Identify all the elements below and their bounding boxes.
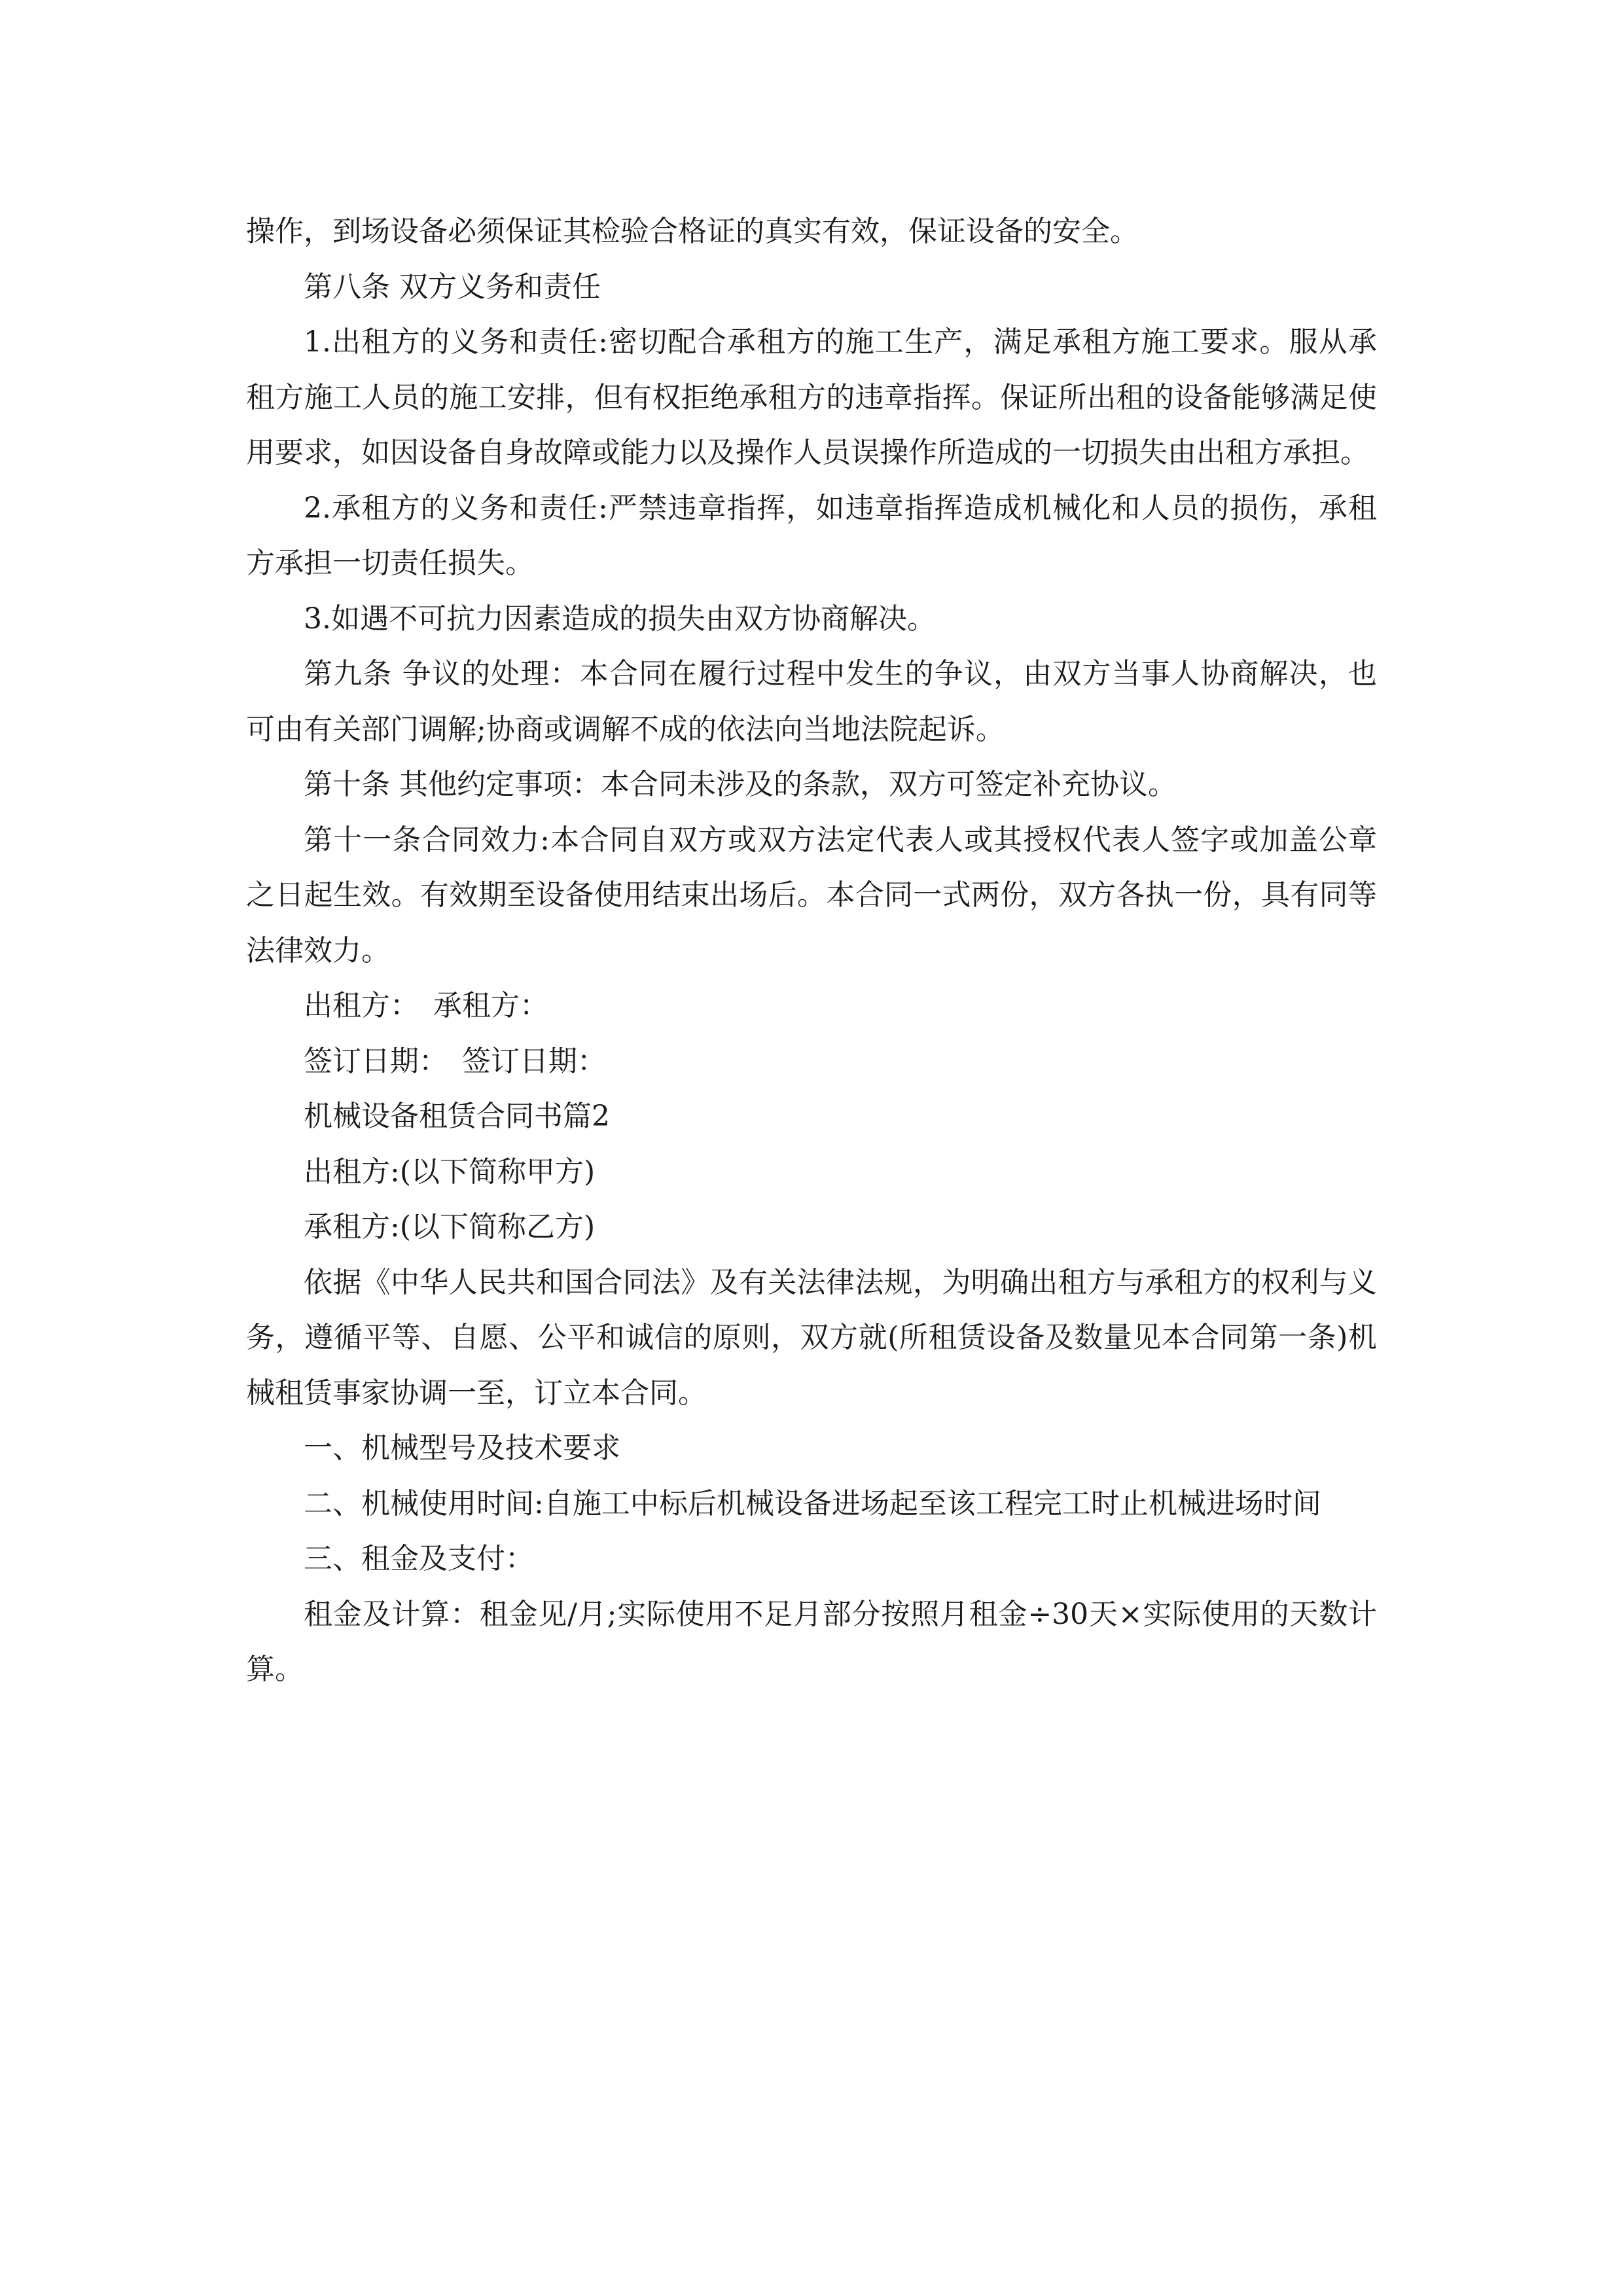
lessee-obligations: 2.承租方的义务和责任:严禁违章指挥，如违章指挥造成机械化和人员的损伤，承租方承担一切责任损失。 [246, 491, 1377, 580]
article-9-disputes: 第九条 争议的处理：本合同在履行过程中发生的争议，由双方当事人协商解决，也可由有关部门调解;协商或调解不成的依法向当地法院起诉。 [246, 657, 1377, 746]
section-2-usage-time: 二、机械使用时间:自施工中标后机械设备进场起至该工程完工时止机械进场时间 [304, 1486, 1321, 1520]
section-1-heading: 一、机械型号及技术要求 [304, 1431, 620, 1465]
force-majeure-clause: 3.如遇不可抗力因素造成的损失由双方协商解决。 [304, 601, 936, 636]
signature-dates: 签订日期： 签订日期： [304, 1044, 606, 1078]
contract-2-title: 机械设备租赁合同书篇2 [304, 1100, 610, 1133]
rent-calculation: 租金及计算：租金见/月;实际使用不足月部分按照月租金÷30天×实际使用的天数计算。 [246, 1597, 1377, 1686]
article-11-validity: 第十一条合同效力:本合同自双方或双方法定代表人或其授权代表人签字或加盖公章之日起生效。有效期至设备使用结束出场后。本合同一式两份，双方各执一份，具有同等法律效力。 [246, 823, 1377, 967]
article-8-heading: 第八条 双方义务和责任 [304, 270, 601, 304]
section-3-heading: 三、租金及支付： [304, 1542, 534, 1575]
party-a-line: 出租方:(以下简称甲方) [304, 1155, 596, 1189]
preamble-paragraph: 依据《中华人民共和国合同法》及有关法律法规，为明确出租方与承租方的权利与义务，遵循平等、自愿、公平和诚信的原则，双方就(所租赁设备及数量见本合同第一条)机械租赁事家协调一至，订立本合同。 [246, 1265, 1377, 1410]
signature-parties: 出租方： 承租方： [304, 989, 548, 1022]
document-body [246, 204, 1377, 1698]
lessor-obligations: 1.出租方的义务和责任:密切配合承租方的施工生产，满足承租方施工要求。服从承租方施工人员的施工安排，但有权拒绝承租方的违章指挥。保证所出租的设备能够满足使用要求，如因设备自身故障或能力以及操作人员误操作所造成的一切损失由出租方承担。 [246, 325, 1377, 469]
paragraph-1: 操作，到场设备必须保证其检验合格证的真实有效，保证设备的安全。 [246, 215, 1139, 248]
party-b-line: 承租方:(以下简称乙方) [304, 1210, 596, 1244]
article-10-other-matters: 第十条 其他约定事项：本合同未涉及的条款，双方可签定补充协议。 [304, 768, 1177, 801]
